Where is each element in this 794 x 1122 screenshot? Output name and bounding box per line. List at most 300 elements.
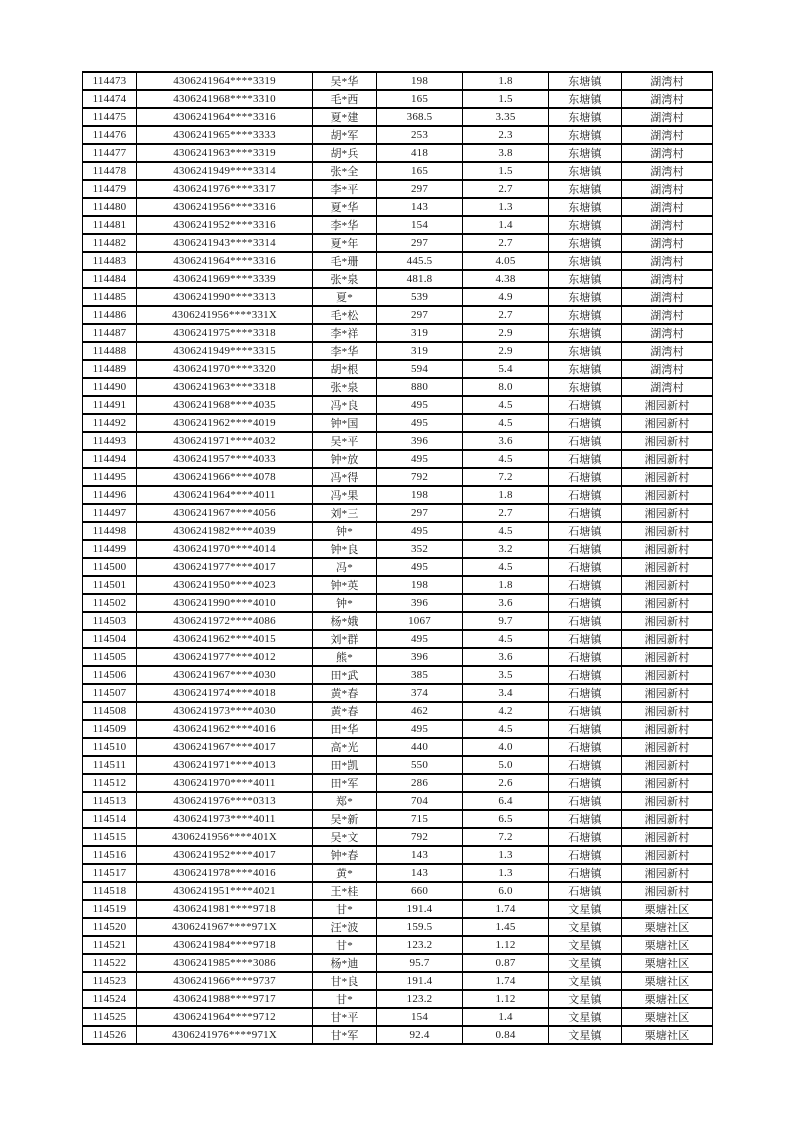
data-table [82,71,713,1045]
table-cell: 4306241964****9712 [137,1008,313,1026]
table-cell: 114484 [83,270,137,288]
table-cell: 湘园新村 [622,702,713,720]
table-cell: 495 [377,522,463,540]
table-cell: 114492 [83,414,137,432]
table-cell: 黄* [313,864,377,882]
table-cell: 495 [377,630,463,648]
table-cell: 114493 [83,432,137,450]
table-cell: 114502 [83,594,137,612]
table-cell: 352 [377,540,463,558]
table-cell: 114522 [83,954,137,972]
table-cell: 1.4 [463,1008,549,1026]
table-cell: 吴*新 [313,810,377,828]
table-cell: 4306241968****4035 [137,396,313,414]
table-row [83,936,713,954]
table-cell: 3.6 [463,648,549,666]
table-row [83,288,713,306]
table-cell: 石塘镇 [549,666,622,684]
table-cell: 毛*松 [313,306,377,324]
table-cell: 114489 [83,360,137,378]
table-cell: 东塘镇 [549,234,622,252]
table-row [83,1026,713,1044]
table-cell: 114512 [83,774,137,792]
table-cell: 4.05 [463,252,549,270]
table-cell: 3.35 [463,108,549,126]
table-cell: 毛*西 [313,90,377,108]
table-body [83,72,713,1044]
table-row [83,990,713,1008]
table-cell: 文星镇 [549,936,622,954]
table-cell: 4306241943****3314 [137,234,313,252]
table-cell: 刘*群 [313,630,377,648]
table-row [83,270,713,288]
table-cell: 栗塘社区 [622,1026,713,1044]
table-cell: 东塘镇 [549,198,622,216]
table-cell: 396 [377,648,463,666]
table-cell: 栗塘社区 [622,900,713,918]
table-cell: 1.8 [463,576,549,594]
table-cell: 湘园新村 [622,450,713,468]
table-cell: 文星镇 [549,990,622,1008]
table-cell: 石塘镇 [549,864,622,882]
table-cell: 石塘镇 [549,720,622,738]
table-cell: 481.8 [377,270,463,288]
table-cell: 396 [377,594,463,612]
table-row [83,972,713,990]
table-row [83,1008,713,1026]
table-cell: 湖湾村 [622,324,713,342]
table-cell: 4.5 [463,414,549,432]
table-cell: 1067 [377,612,463,630]
table-cell: 湖湾村 [622,234,713,252]
table-cell: 191.4 [377,900,463,918]
table-cell: 甘*良 [313,972,377,990]
table-cell: 114510 [83,738,137,756]
table-cell: 4306241973****4011 [137,810,313,828]
table-cell: 114476 [83,126,137,144]
table-cell: 114498 [83,522,137,540]
table-cell: 114478 [83,162,137,180]
table-row [83,342,713,360]
table-cell: 石塘镇 [549,504,622,522]
table-cell: 4306241962****4019 [137,414,313,432]
table-cell: 198 [377,576,463,594]
table-cell: 1.12 [463,990,549,1008]
table-cell: 东塘镇 [549,126,622,144]
table-cell: 4306241964****3316 [137,108,313,126]
table-row [83,486,713,504]
table-cell: 4306241951****4021 [137,882,313,900]
table-cell: 7.2 [463,828,549,846]
table-cell: 吴*华 [313,72,377,90]
table-cell: 6.4 [463,792,549,810]
table-row [83,666,713,684]
table-cell: 4306241967****4017 [137,738,313,756]
table-cell: 539 [377,288,463,306]
table-cell: 冯*良 [313,396,377,414]
table-cell: 湖湾村 [622,72,713,90]
table-cell: 东塘镇 [549,324,622,342]
table-cell: 114523 [83,972,137,990]
table-cell: 李*平 [313,180,377,198]
table-cell: 4306241949****3314 [137,162,313,180]
table-row [83,684,713,702]
table-cell: 253 [377,126,463,144]
table-cell: 张*泉 [313,270,377,288]
table-cell: 4306241956****3316 [137,198,313,216]
table-cell: 4.5 [463,450,549,468]
table-cell: 1.3 [463,864,549,882]
table-cell: 114480 [83,198,137,216]
table-cell: 0.84 [463,1026,549,1044]
table-row [83,234,713,252]
table-cell: 1.5 [463,162,549,180]
table-cell: 2.3 [463,126,549,144]
table-cell: 甘* [313,936,377,954]
table-cell: 石塘镇 [549,882,622,900]
table-cell: 114505 [83,648,137,666]
table-cell: 湘园新村 [622,684,713,702]
table-cell: 1.5 [463,90,549,108]
table-cell: 李*祥 [313,324,377,342]
table-cell: 湖湾村 [622,162,713,180]
table-cell: 319 [377,324,463,342]
table-cell: 张*全 [313,162,377,180]
table-cell: 123.2 [377,936,463,954]
table-cell: 石塘镇 [549,576,622,594]
table-cell: 钟* [313,594,377,612]
table-cell: 9.7 [463,612,549,630]
table-cell: 6.5 [463,810,549,828]
table-cell: 湖湾村 [622,378,713,396]
table-cell: 东塘镇 [549,108,622,126]
table-cell: 石塘镇 [549,540,622,558]
table-cell: 4306241972****4086 [137,612,313,630]
table-cell: 4306241950****4023 [137,576,313,594]
table-row [83,162,713,180]
table-cell: 湘园新村 [622,774,713,792]
table-cell: 高*光 [313,738,377,756]
table-cell: 297 [377,234,463,252]
table-cell: 湖湾村 [622,342,713,360]
table-row [83,504,713,522]
table-cell: 1.12 [463,936,549,954]
table-cell: 368.5 [377,108,463,126]
table-cell: 2.7 [463,306,549,324]
table-row [83,252,713,270]
table-cell: 114501 [83,576,137,594]
table-row [83,846,713,864]
table-cell: 东塘镇 [549,144,622,162]
table-row [83,882,713,900]
table-cell: 4306241968****3310 [137,90,313,108]
table-row [83,540,713,558]
table-row [83,72,713,90]
table-cell: 792 [377,828,463,846]
table-cell: 湖湾村 [622,306,713,324]
table-cell: 4306241956****401X [137,828,313,846]
table-cell: 3.4 [463,684,549,702]
table-cell: 东塘镇 [549,342,622,360]
table-cell: 159.5 [377,918,463,936]
table-cell: 114526 [83,1026,137,1044]
table-cell: 114485 [83,288,137,306]
table-cell: 2.7 [463,504,549,522]
table-cell: 2.9 [463,342,549,360]
table-cell: 钟*良 [313,540,377,558]
table-cell: 东塘镇 [549,162,622,180]
table-cell: 3.6 [463,594,549,612]
table-cell: 1.74 [463,900,549,918]
table-cell: 夏*华 [313,198,377,216]
table-row [83,702,713,720]
table-cell: 文星镇 [549,972,622,990]
table-cell: 4306241966****9737 [137,972,313,990]
table-cell: 湘园新村 [622,576,713,594]
table-cell: 石塘镇 [549,558,622,576]
table-cell: 550 [377,756,463,774]
table-cell: 95.7 [377,954,463,972]
table-cell: 4306241962****4015 [137,630,313,648]
table-row [83,144,713,162]
table-row [83,774,713,792]
table-cell: 湘园新村 [622,864,713,882]
table-cell: 湘园新村 [622,846,713,864]
table-cell: 钟*英 [313,576,377,594]
table-cell: 114507 [83,684,137,702]
table-cell: 4306241952****3316 [137,216,313,234]
table-cell: 418 [377,144,463,162]
table-cell: 湘园新村 [622,738,713,756]
table-cell: 3.8 [463,144,549,162]
table-cell: 4306241977****4017 [137,558,313,576]
table-cell: 石塘镇 [549,828,622,846]
table-cell: 湖湾村 [622,90,713,108]
table-cell: 栗塘社区 [622,972,713,990]
table-row [83,108,713,126]
table-row [83,216,713,234]
table-cell: 熊* [313,648,377,666]
table-cell: 2.6 [463,774,549,792]
table-cell: 92.4 [377,1026,463,1044]
table-cell: 4306241973****4030 [137,702,313,720]
table-cell: 114503 [83,612,137,630]
table-cell: 8.0 [463,378,549,396]
table-cell: 湘园新村 [622,810,713,828]
table-cell: 冯*得 [313,468,377,486]
table-row [83,630,713,648]
table-cell: 396 [377,432,463,450]
table-cell: 湖湾村 [622,126,713,144]
table-cell: 甘* [313,990,377,1008]
table-cell: 3.2 [463,540,549,558]
table-cell: 6.0 [463,882,549,900]
table-cell: 汪*波 [313,918,377,936]
table-cell: 黄*春 [313,702,377,720]
table-cell: 4306241978****4016 [137,864,313,882]
table-cell: 4306241977****4012 [137,648,313,666]
table-cell: 4306241985****3086 [137,954,313,972]
table-cell: 4306241962****4016 [137,720,313,738]
table-cell: 田*武 [313,666,377,684]
table-cell: 114519 [83,900,137,918]
table-row [83,180,713,198]
table-cell: 4306241976****3317 [137,180,313,198]
table-cell: 毛*珊 [313,252,377,270]
table-cell: 湖湾村 [622,180,713,198]
table-cell: 石塘镇 [549,810,622,828]
table-cell: 123.2 [377,990,463,1008]
table-cell: 胡*兵 [313,144,377,162]
table-cell: 3.6 [463,432,549,450]
table-cell: 钟*国 [313,414,377,432]
table-cell: 4306241974****4018 [137,684,313,702]
table-cell: 吴*平 [313,432,377,450]
table-cell: 石塘镇 [549,702,622,720]
table-cell: 198 [377,486,463,504]
table-cell: 湘园新村 [622,666,713,684]
table-cell: 湘园新村 [622,558,713,576]
table-cell: 湘园新村 [622,792,713,810]
table-cell: 114516 [83,846,137,864]
table-cell: 114487 [83,324,137,342]
table-cell: 114474 [83,90,137,108]
table-cell: 钟* [313,522,377,540]
table-cell: 114488 [83,342,137,360]
table-cell: 4306241963****3318 [137,378,313,396]
table-cell: 甘*平 [313,1008,377,1026]
table-cell: 4306241969****3339 [137,270,313,288]
table-cell: 1.4 [463,216,549,234]
table-cell: 1.45 [463,918,549,936]
table-cell: 4.5 [463,720,549,738]
table-cell: 5.4 [463,360,549,378]
table-row [83,468,713,486]
table-cell: 刘*三 [313,504,377,522]
table-cell: 2.7 [463,234,549,252]
table-cell: 栗塘社区 [622,990,713,1008]
table-cell: 湘园新村 [622,882,713,900]
table-row [83,324,713,342]
table-cell: 东塘镇 [549,270,622,288]
table-cell: 114518 [83,882,137,900]
table-cell: 286 [377,774,463,792]
table-cell: 374 [377,684,463,702]
table-cell: 4306241976****0313 [137,792,313,810]
table-cell: 462 [377,702,463,720]
table-cell: 湘园新村 [622,720,713,738]
table-row [83,864,713,882]
table-cell: 湖湾村 [622,252,713,270]
table-cell: 石塘镇 [549,648,622,666]
table-row [83,396,713,414]
table-cell: 4306241982****4039 [137,522,313,540]
table-cell: 石塘镇 [549,486,622,504]
table-cell: 石塘镇 [549,396,622,414]
table-cell: 杨*娥 [313,612,377,630]
table-cell: 114479 [83,180,137,198]
table-cell: 114495 [83,468,137,486]
data-table-container [82,71,713,1045]
table-cell: 4306241970****4014 [137,540,313,558]
table-cell: 张*泉 [313,378,377,396]
table-cell: 文星镇 [549,1008,622,1026]
table-cell: 154 [377,216,463,234]
table-row [83,558,713,576]
table-cell: 湖湾村 [622,108,713,126]
table-cell: 3.5 [463,666,549,684]
table-cell: 湘园新村 [622,396,713,414]
table-cell: 114517 [83,864,137,882]
table-cell: 石塘镇 [549,792,622,810]
table-row [83,522,713,540]
table-row [83,432,713,450]
table-cell: 114504 [83,630,137,648]
table-cell: 栗塘社区 [622,954,713,972]
table-cell: 钟*放 [313,450,377,468]
table-cell: 东塘镇 [549,288,622,306]
table-cell: 4306241975****3318 [137,324,313,342]
table-cell: 385 [377,666,463,684]
table-cell: 石塘镇 [549,594,622,612]
table-row [83,756,713,774]
table-cell: 东塘镇 [549,378,622,396]
table-cell: 4.5 [463,558,549,576]
table-cell: 田*军 [313,774,377,792]
table-cell: 143 [377,864,463,882]
table-cell: 李*华 [313,342,377,360]
table-cell: 文星镇 [549,918,622,936]
table-row [83,576,713,594]
table-cell: 495 [377,414,463,432]
table-row [83,90,713,108]
table-cell: 钟*春 [313,846,377,864]
table-cell: 114520 [83,918,137,936]
table-cell: 胡*军 [313,126,377,144]
table-cell: 198 [377,72,463,90]
table-cell: 田*华 [313,720,377,738]
table-cell: 甘*军 [313,1026,377,1044]
table-cell: 4306241967****4030 [137,666,313,684]
table-cell: 石塘镇 [549,612,622,630]
table-cell: 319 [377,342,463,360]
table-cell: 715 [377,810,463,828]
table-row [83,828,713,846]
table-cell: 石塘镇 [549,774,622,792]
table-cell: 4.5 [463,522,549,540]
table-row [83,360,713,378]
table-cell: 湘园新村 [622,612,713,630]
table-cell: 4306241957****4033 [137,450,313,468]
table-cell: 1.8 [463,72,549,90]
table-cell: 石塘镇 [549,414,622,432]
table-cell: 792 [377,468,463,486]
table-cell: 114496 [83,486,137,504]
table-row [83,918,713,936]
table-cell: 甘* [313,900,377,918]
table-cell: 114524 [83,990,137,1008]
table-row [83,810,713,828]
table-cell: 114499 [83,540,137,558]
table-cell: 2.9 [463,324,549,342]
table-row [83,792,713,810]
table-cell: 4306241984****9718 [137,936,313,954]
table-cell: 114481 [83,216,137,234]
table-cell: 夏*建 [313,108,377,126]
table-row [83,954,713,972]
table-cell: 石塘镇 [549,468,622,486]
table-cell: 湘园新村 [622,648,713,666]
